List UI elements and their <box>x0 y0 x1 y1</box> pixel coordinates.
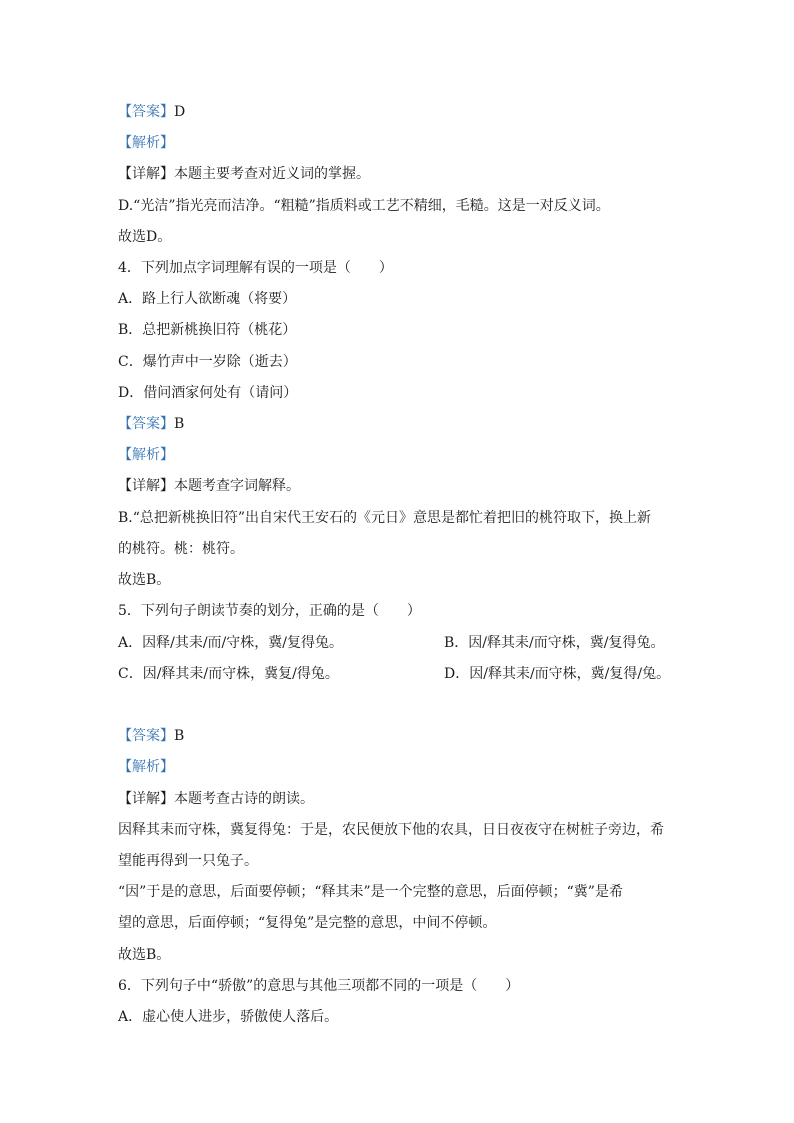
detail-text: 本题考查古诗的朗读。 <box>174 791 314 807</box>
question-5-stem: 5．下列句子朗读节奏的划分，正确的是（ ） <box>118 603 421 619</box>
answer-line <box>118 102 185 122</box>
explanation-line: 因释其耒而守株，冀复得兔：于是，农民便放下他的农具，日日夜夜守在树桩子旁边，希 <box>118 822 664 838</box>
explanation-line: D.“光洁”指光亮而洁净。“粗糙”指质料或工艺不精细，毛糙。这是一对反义词。 <box>118 198 610 214</box>
conclusion-line: 故选D。 <box>118 229 172 245</box>
answer-tag: 【答案】 <box>118 416 174 432</box>
question-4-option-a: A．路上行人欲断魂（将要） <box>118 291 297 307</box>
answer-tag: 【答案】 <box>118 728 174 744</box>
question-5-option-a: A．因释/其耒/而/守株，冀/复得兔。 <box>118 635 343 651</box>
detail-tag: 【详解】 <box>118 791 174 807</box>
answer-line <box>118 414 184 434</box>
detail-text: 本题主要考查对近义词的掌握。 <box>174 166 370 182</box>
question-5-option-d: D．因/释其耒/而守株，冀/复得/兔。 <box>444 666 671 682</box>
question-4-stem: 4．下列加点字词理解有误的一项是（ ） <box>118 260 393 276</box>
analysis-tag: 【解析】 <box>118 759 174 775</box>
analysis-tag: 【解析】 <box>118 447 174 463</box>
answer-value: B <box>174 416 185 432</box>
detail-line <box>118 476 300 496</box>
explanation-line: 望能再得到一只兔子。 <box>118 853 258 869</box>
answer-tag: 【答案】 <box>118 104 174 120</box>
answer-value: D <box>174 104 186 120</box>
question-4-option-d: D．借问酒家何处有（请问） <box>118 385 298 401</box>
detail-line <box>118 789 314 809</box>
question-5-option-b: B．因/释其耒/而守株，冀/复得兔。 <box>444 635 665 651</box>
detail-tag: 【详解】 <box>118 478 174 494</box>
analysis-tag: 【解析】 <box>118 135 174 151</box>
detail-line <box>118 164 370 184</box>
question-4-option-c: C．爆竹声中一岁除（逝去） <box>118 354 297 370</box>
conclusion-line: 故选B。 <box>118 947 171 963</box>
explanation-line: “因”于是的意思，后面要停顿；“释其耒”是一个完整的意思，后面停顿；“冀”是希 <box>118 884 623 900</box>
question-5-option-c: C．因/释其耒/而守株，冀复/得兔。 <box>118 666 339 682</box>
explanation-line: 望的意思，后面停顿；“复得兔”是完整的意思，中间不停顿。 <box>118 915 497 931</box>
question-6-option-a: A．虚心使人进步，骄傲使人落后。 <box>118 1009 339 1025</box>
question-6-stem: 6．下列句子中“骄傲”的意思与其他三项都不同的一项是（ ） <box>118 978 520 994</box>
explanation-line: 的桃符。桃：桃符。 <box>118 541 244 557</box>
answer-line <box>118 726 184 746</box>
detail-text: 本题考查字词解释。 <box>174 478 300 494</box>
answer-value: B <box>174 728 185 744</box>
explanation-line: B.“总把新桃换旧符”出自宋代王安石的《元日》意思是都忙着把旧的桃符取下，换上新 <box>118 510 652 526</box>
detail-tag: 【详解】 <box>118 166 174 182</box>
conclusion-line: 故选B。 <box>118 572 171 588</box>
question-4-option-b: B．总把新桃换旧符（桃花） <box>118 322 297 338</box>
